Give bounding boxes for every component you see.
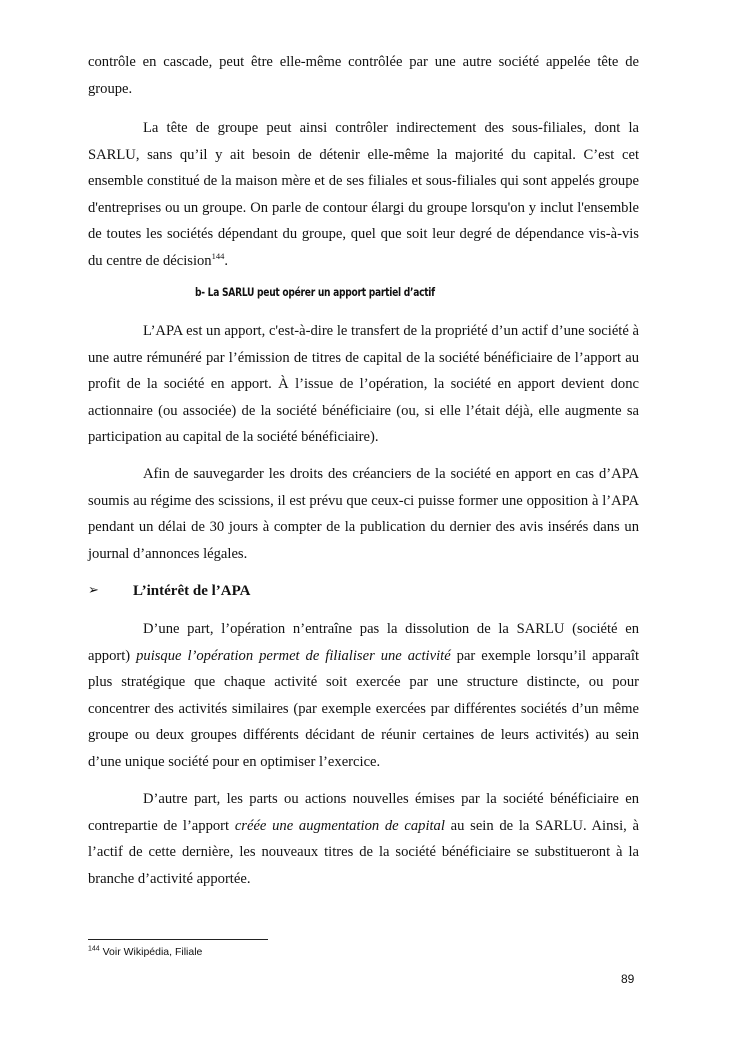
section-subheading: b- La SARLU peut opérer un apport partiel d’actif — [195, 285, 435, 299]
italic-emphasis: puisque l’opération permet de filialiser une activité — [136, 647, 451, 664]
paragraph-continuation — [88, 49, 639, 102]
paragraph-text: contrôle en cascade, peut être elle-même contrôlée par une autre société appelée tête de groupe. — [88, 54, 639, 97]
footnote — [88, 946, 202, 958]
paragraph-creditors — [88, 461, 639, 567]
paragraph-interest-first — [88, 616, 639, 775]
page-number: 89 — [621, 972, 635, 986]
footnote-separator — [88, 939, 268, 940]
paragraph-text: Afin de sauvegarder les droits des créanciers de la société en apport en cas d’APA soumis au régime des scissions, il est prévu que ceux-ci puisse former une opposition à l’APA pendant un délai de 30 jours à compter de la publication du dernier des avis insérés dans un journal d’annonces légales. — [88, 466, 639, 562]
footnote-reference[interactable]: 144 — [211, 250, 225, 261]
footnote-text: Voir Wikipédia, Filiale — [99, 946, 203, 958]
paragraph-apa-definition — [88, 318, 639, 451]
paragraph-text: D’une part, l’opération n’entraîne pas la dissolution de la SARLU (société en apport) — [88, 621, 639, 664]
arrowhead-bullet-icon: ➢ — [88, 583, 99, 598]
paragraph-text: au sein de la SARLU. Ainsi, à l’actif de cette dernière, les nouveaux titres de la société bénéficiaire se substitueront à la branche d’activité apportée. — [88, 817, 639, 887]
footnote-number: 144 — [88, 945, 100, 953]
paragraph-text: D’autre part, les parts ou actions nouvelles émises par la société bénéficiaire en contrepartie de l’apport — [88, 791, 639, 834]
paragraph-end: . — [224, 252, 228, 269]
paragraph-group-head — [88, 115, 639, 274]
bullet-heading-text: L’intérêt de l’APA — [133, 583, 251, 599]
paragraph-text: L’APA est un apport, c'est-à-dire le transfert de la propriété d’un actif d’une société à une autre rémunéré par l’émission de titres de capital de la société bénéficiaire de l’apport au profit de la société en apport. À l’issue de l’opération, la société en apport devient donc actionnaire (ou associée) de la société bénéficiaire (ou, si elle l’était déjà, elle augmente sa participation au capital de la société bénéficiaire). — [88, 323, 639, 445]
paragraph-interest-second — [88, 786, 639, 892]
paragraph-text: La tête de groupe peut ainsi contrôler indirectement des sous-filiales, dont la SARLU, sans qu’il y ait besoin de détenir elle-même la majorité du capital. C’est cet ensemble constitué de la maison mère et de ses filiales et sous-filiales qui sont appelés groupe d'entreprises ou un groupe. On parle de contour élargi du groupe lorsqu'on y inclut l'ensemble de toutes les sociétés dépendant du groupe, quel que soit leur degré de dépendance vis-à-vis du centre de décision — [88, 120, 639, 269]
italic-emphasis: créée une augmentation de capital — [234, 817, 445, 834]
paragraph-text: par exemple lorsqu’il apparaît plus stratégique que chaque activité soit exercée par une structure distincte, ou pour concentrer des activités similaires (par exemple exercées par différentes sociétés d’un même groupe ou deux groupes différents décidant de réunir certaines de leurs activités) au sein d’une unique société pour en optimiser l’exercice. — [88, 647, 640, 770]
